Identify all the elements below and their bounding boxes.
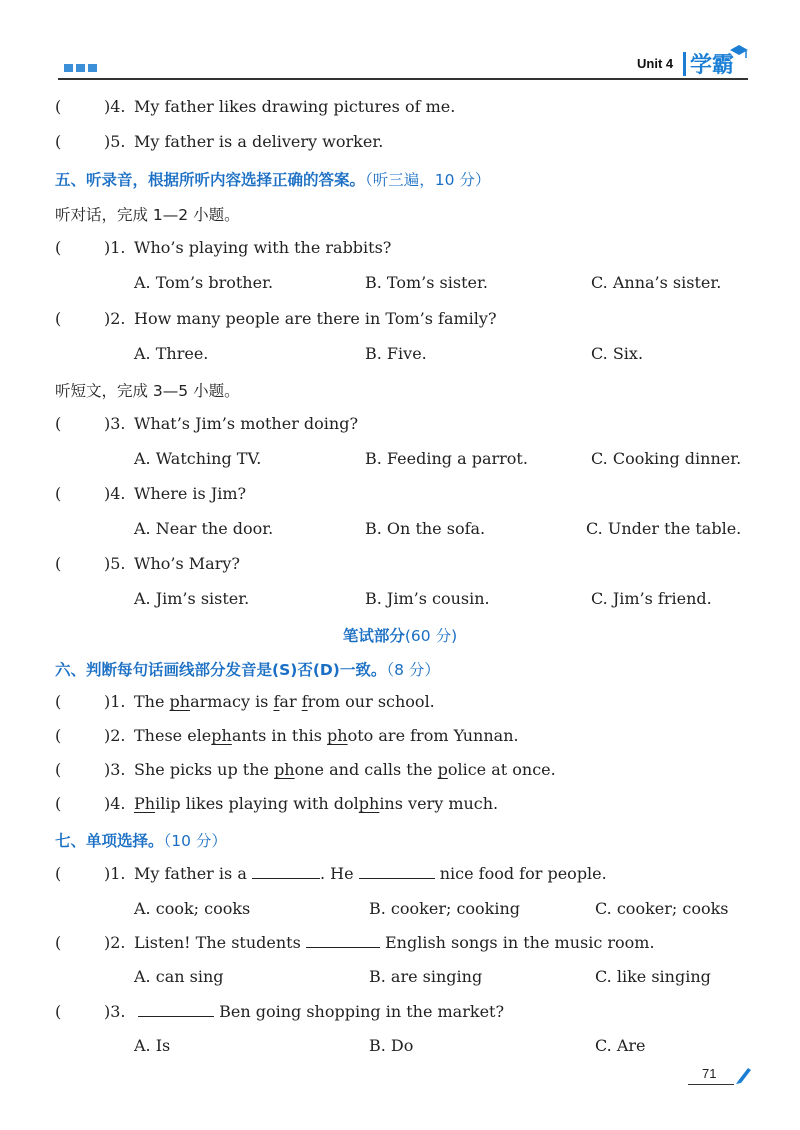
- square-marks-icon: [64, 64, 97, 72]
- sub-instruction: 听对话，完成 1—2 小题。: [55, 206, 240, 224]
- page-number-rule: [688, 1084, 734, 1085]
- section-title: 六、判断每句话画线部分发音是(S)否(D)一致。（8 分）: [55, 661, 440, 679]
- answer-blank[interactable]: [306, 933, 380, 948]
- unit-label: Unit 4: [637, 56, 674, 71]
- section-title: 五、听录音，根据所听内容选择正确的答案。（听三遍，10 分）: [55, 171, 491, 189]
- answer-blank[interactable]: [138, 1002, 214, 1017]
- page-number: 71: [702, 1066, 717, 1081]
- header-divider: [683, 52, 686, 76]
- graduation-cap-icon: [728, 44, 750, 60]
- written-part-title: 笔试部分(60 分): [342, 627, 458, 645]
- answer-blank[interactable]: [359, 864, 435, 879]
- sub-instruction: 听短文，完成 3—5 小题。: [55, 382, 240, 400]
- pencil-icon: [734, 1064, 752, 1084]
- header-rule: [58, 78, 748, 80]
- page-header: [0, 0, 800, 82]
- brand-logo: 学霸: [690, 53, 735, 78]
- answer-blank[interactable]: [252, 864, 320, 879]
- section-title: 七、单项选择。（10 分）: [55, 832, 227, 850]
